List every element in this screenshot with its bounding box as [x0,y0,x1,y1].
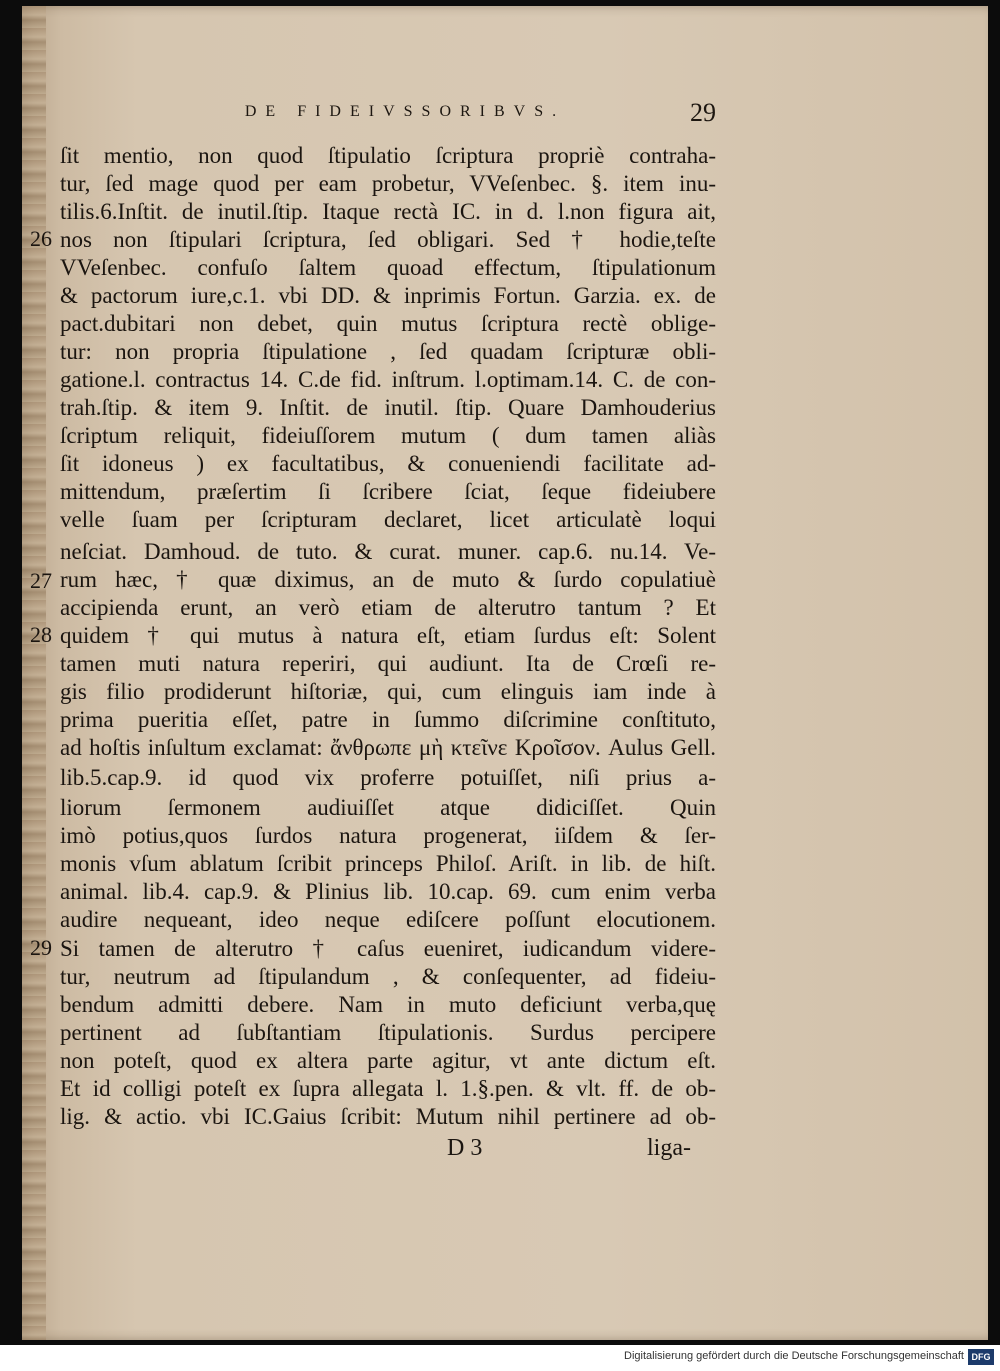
text-line: VVeſenbec. confuſo ſaltem quoad effectum, ſtipulationum [60,255,716,280]
text-line: prima pueritia eſſet, patre in ſummo diſcrimine conſtituto, [60,707,716,732]
margin-number: 27 [30,568,52,593]
text-line: bendum admitti debere. Nam in muto deficiunt verba,quę [60,992,716,1017]
text-line: tamen muti natura reperiri, qui audiunt. Ita de Crœſi re- [60,651,716,676]
text-line: tur: non propria ſtipulatione , ſed quadam ſcripturæ obli- [60,339,716,364]
page-number: 29 [690,98,716,127]
funding-credit: Digitalisierung gefördert durch die Deutsche Forschungsgemeinschaft [624,1350,964,1362]
catchword: liga- [647,1135,691,1161]
text-line: quidem † qui mutus à natura eſt, etiam ſurdus eſt: Solent [60,623,716,648]
text-line: trah.ſtip. & item 9. Inſtit. de inutil. ſtip. Quare Damhouderius [60,395,716,420]
text-line: monis vſum ablatum ſcribit princeps Philoſ. Ariſt. in lib. de hiſt. [60,851,716,876]
margin-number: 26 [30,226,52,251]
text-line: non poteſt, quod ex altera parte agitur, vt ante dictum eſt. [60,1048,716,1073]
text-line: neſciat. Damhoud. de tuto. & curat. muner. cap.6. nu.14. Ve- [60,539,716,564]
text-line: gatione.l. contractus 14. C.de fid. inſtrum. l.optimam.14. C. de con- [60,367,716,392]
text-line: nos non ſtipulari ſcriptura, ſed obligari. Sed † hodie,teſte [60,227,716,252]
text-line: rum hæc, † quæ diximus, an de muto & ſurdo copulatiuè [60,567,716,592]
text-line: liorum ſermonem audiuiſſet atque didiciſſet. Quin [60,795,716,820]
text-line: pact.dubitari non debet, quin mutus ſcriptura rectè oblige- [60,311,716,336]
text-line: animal. lib.4. cap.9. & Plinius lib. 10.cap. 69. cum enim verba [60,879,716,904]
text-line: ſcriptum reliquit, fideiuſſorem mutum ( dum tamen aliàs [60,423,716,448]
text-line: tur, neutrum ad ſtipulandum , & conſequenter, ad fideiu- [60,964,716,989]
text-line: mittendum, præſertim ſi ſcribere ſciat, ſeque fideiubere [60,479,716,504]
text-line: imò potius,quos ſurdos natura progenerat, iiſdem & ſer- [60,823,716,848]
text-line: pertinent ad ſubſtantiam ſtipulationis. Surdus percipere [60,1020,716,1045]
margin-number: 28 [30,622,52,647]
text-line: ſit mentio, non quod ſtipulatio ſcriptura propriè contraha- [60,143,716,168]
running-title: DE FIDEIVSSORIBVS. [244,103,566,120]
text-line: gis filio prodiderunt hiſtoriæ, qui, cum elinguis iam inde à [60,679,716,704]
page-edge [22,6,46,1340]
text-line: ſit idoneus ) ex facultatibus, & conueniendi facilitate ad- [60,451,716,476]
text-line: tilis.6.Inſtit. de inutil.ſtip. Itaque rectà IC. in d. l.non figura ait, [60,199,716,224]
text-line: audire nequeant, ideo neque ediſcere poſſunt elocutionem. [60,907,716,932]
text-line: velle ſuam per ſcripturam declaret, licet articulatè loqui [60,507,716,532]
dfg-logo-icon: DFG [968,1349,994,1365]
text-line: Et id colligi poteſt ex ſupra allegata l. 1.§.pen. & vlt. ff. de ob- [60,1076,716,1101]
text-line: lig. & actio. vbi IC.Gaius ſcribit: Mutum nihil pertinere ad ob- [60,1104,716,1129]
text-line: ad hoſtis inſultum exclamat: ἄνθρωπε μὴ κτεῖνε Κροῖσον. Aulus Gell. [60,735,716,760]
signature-mark: D 3 [447,1135,483,1161]
text-line: accipienda erunt, an verò etiam de alterutro tantum ? Et [60,595,716,620]
text-line: tur, ſed mage quod per eam probetur, VVeſenbec. §. item inu- [60,171,716,196]
text-line: Si tamen de alterutro † caſus eueniret, iudicandum videre- [60,936,716,961]
margin-number: 29 [30,935,52,960]
text-line: lib.5.cap.9. id quod vix proferre potuiſſet, niſi prius a- [60,765,716,790]
digitization-footer [0,1345,1000,1371]
text-line: & pactorum iure,c.1. vbi DD. & inprimis Fortun. Garzia. ex. de [60,283,716,308]
